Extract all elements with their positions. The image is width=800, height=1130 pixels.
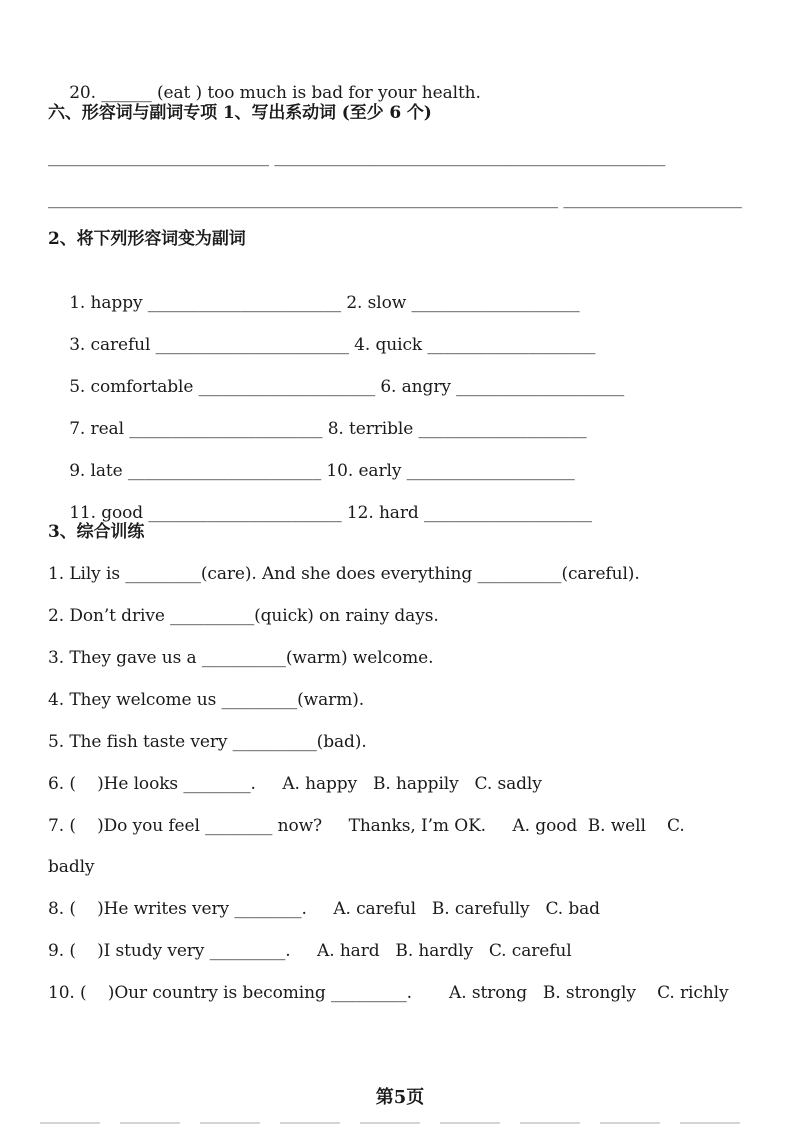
part-2-item: 8. terrible ____________________: [327, 419, 587, 439]
question-20-prefix: 20. ______: [69, 83, 157, 103]
part-2-item: 2. slow ____________________: [346, 293, 580, 313]
part-3-item-9: 9. ( )I study very _________. A. hard B. hardly C. careful: [48, 941, 572, 961]
part-3-item-3: 3. They gave us a __________(warm) welcome.: [48, 648, 434, 668]
part-2-item: 4. quick ____________________: [354, 335, 596, 355]
part-3-item-7: 7. ( )Do you feel ________ now? Thanks, I’m OK. A. good B. well C.: [48, 816, 685, 836]
part-3-item-4: 4. They welcome us _________(warm).: [48, 690, 365, 710]
part-3-item-5: 5. The fish taste very __________(bad).: [48, 732, 367, 752]
part-2-item: 12. hard ____________________: [346, 503, 592, 523]
part-3-item-8: 8. ( )He writes very ________. A. careful B. carefully C. bad: [48, 899, 600, 919]
bottom-edge-divider: [40, 1122, 760, 1124]
part-2-item: 10. early ____________________: [326, 461, 575, 481]
part-2-item: 5. comfortable _____________________: [69, 377, 381, 397]
part-3-item-10: 10. ( )Our country is becoming _________. A. strong B. strongly C. richly: [48, 983, 729, 1003]
part-3-item-1: 1. Lily is _________(care). And she does everything __________(careful).: [48, 564, 640, 584]
part-3-item-7-continued: badly: [48, 857, 95, 877]
part-2-item: 6. angry ____________________: [380, 377, 625, 397]
section-6-title: 六、形容词与副词专项 1、写出系动词 (至少 6 个): [48, 103, 432, 123]
part-2-title: 2、将下列形容词变为副词: [48, 229, 246, 249]
part-3-title: 3、综合训练: [48, 522, 145, 542]
part-3-item-6: 6. ( )He looks ________. A. happy B. happily C. sadly: [48, 774, 542, 794]
part-2-item: 3. careful _______________________: [69, 335, 355, 355]
part-2-item: 7. real _______________________: [69, 419, 328, 439]
part-2-item: 1. happy _______________________: [69, 293, 347, 313]
answer-blank-row-2[interactable]: ____________________________________________________________ _____________________: [48, 189, 742, 209]
part-2-item: 11. good _______________________: [69, 503, 347, 523]
answer-blank-row-1[interactable]: __________________________ ______________________________________________: [48, 147, 666, 167]
part-3-item-2: 2. Don’t drive __________(quick) on rainy days.: [48, 606, 439, 626]
question-20-hint: (eat ) too much is bad for your health.: [156, 83, 481, 103]
part-2-item: 9. late _______________________: [69, 461, 327, 481]
page-number: 第5页: [375, 1087, 425, 1108]
